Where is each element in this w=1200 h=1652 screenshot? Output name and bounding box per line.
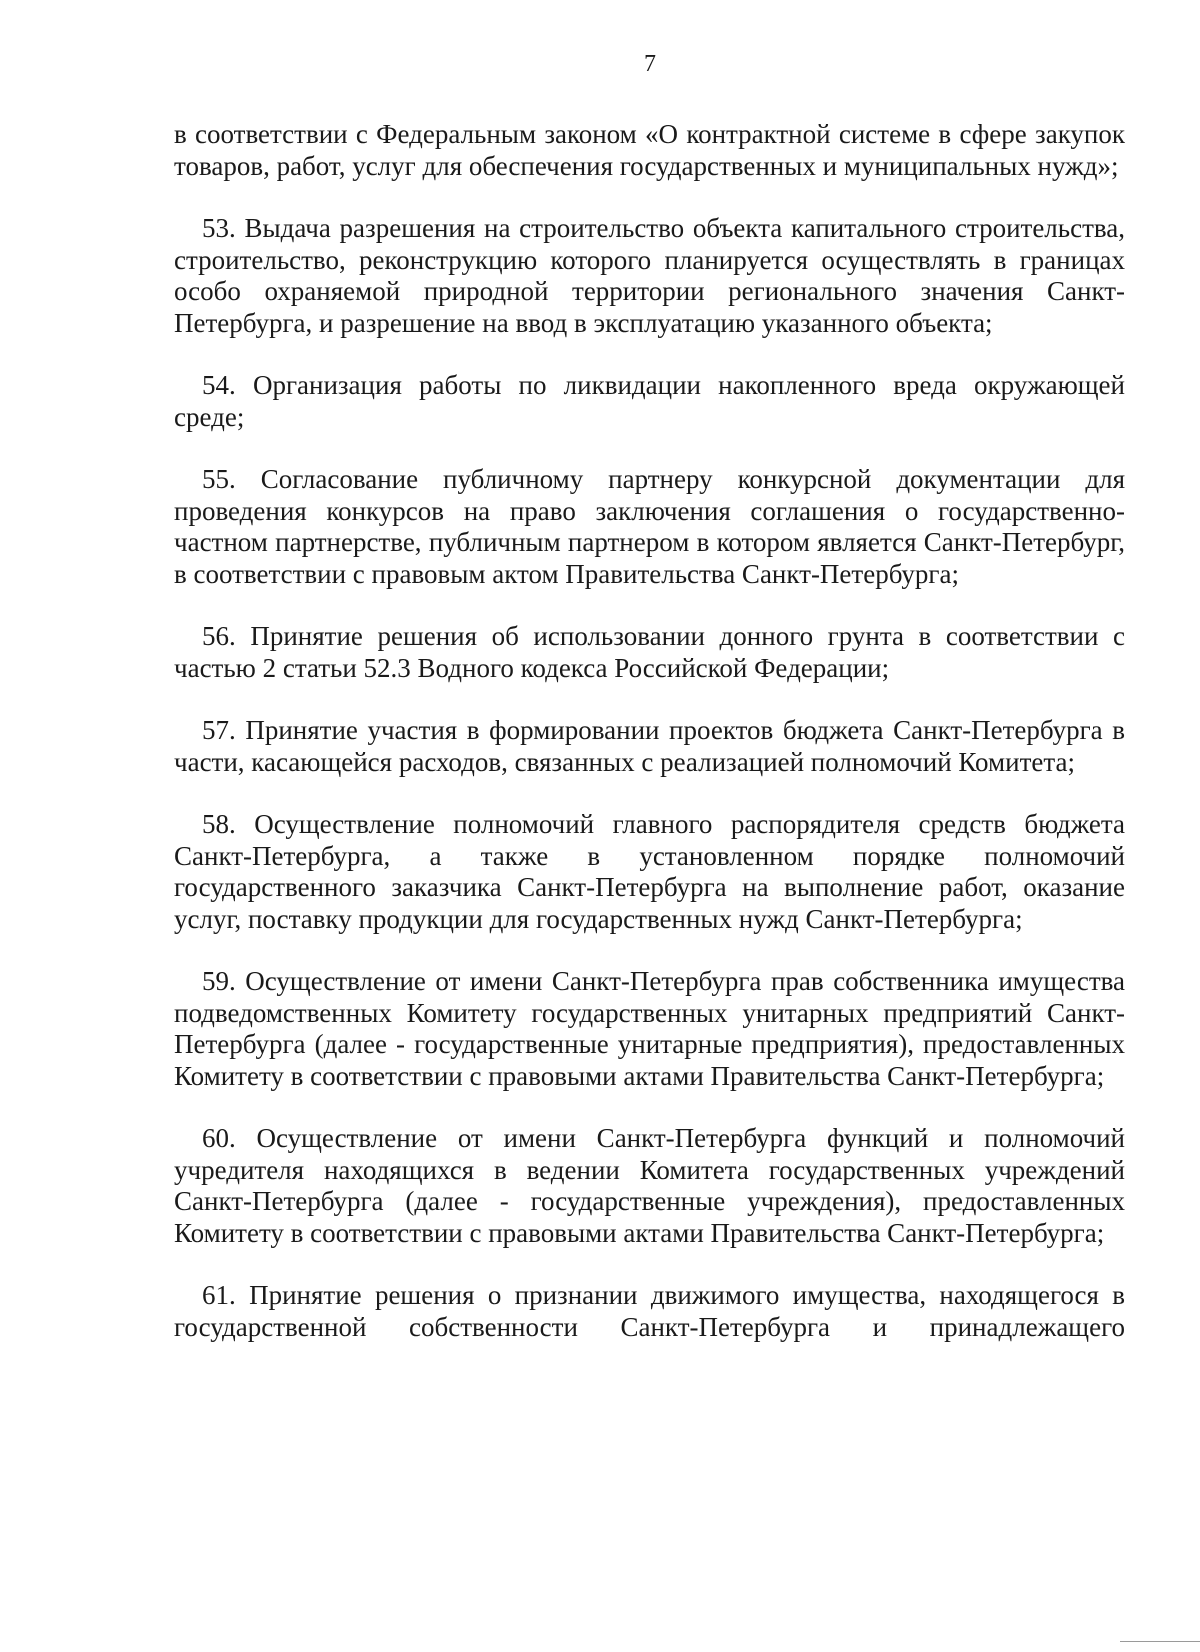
paragraph-53: 53. Выдача разрешения на строительство объекта капитального строительства, строительство, реконструкцию которого планируется осуществлять в границах особо охраняемой природной территории регионального значения Санкт-Петербурга, и разрешение на ввод в эксплуатацию указанного объекта;	[174, 213, 1125, 338]
paragraph-60: 60. Осуществление от имени Санкт-Петербурга функций и полномочий учредителя находящихся в ведении Комитета государственных учреждений Санкт-Петербурга (далее - государственные учреждения), предоставленных Комитету в соответствии с правовыми актами Правительства Санкт-Петербурга;	[174, 1123, 1125, 1248]
scan-edge-line	[1120, 1641, 1200, 1642]
paragraph-59: 59. Осуществление от имени Санкт-Петербурга прав собственника имущества подведомственных Комитету государственных унитарных предприятий Санкт-Петербурга (далее - государственные унитарные предприятия), предоставленных Комитету в соответствии с правовыми актами Правительства Санкт-Петербурга;	[174, 966, 1125, 1091]
paragraph-58: 58. Осуществление полномочий главного распорядителя средств бюджета Санкт-Петербурга, а также в установленном порядке полномочий государственного заказчика Санкт-Петербурга на выполнение работ, оказание услуг, поставку продукции для государственных нужд Санкт-Петербурга;	[174, 809, 1125, 934]
paragraph-54: 54. Организация работы по ликвидации накопленного вреда окружающей среде;	[174, 370, 1125, 432]
paragraph-56: 56. Принятие решения об использовании донного грунта в соответствии с частью 2 статьи 52.3 Водного кодекса Российской Федерации;	[174, 621, 1125, 683]
paragraph-61: 61. Принятие решения о признании движимого имущества, находящегося в государственной собственности Санкт-Петербурга и принадлежащего	[174, 1280, 1125, 1342]
paragraph-57: 57. Принятие участия в формировании проектов бюджета Санкт-Петербурга в части, касающейся расходов, связанных с реализацией полномочий Комитета;	[174, 715, 1125, 777]
paragraph-continuation: в соответствии с Федеральным законом «О контрактной системе в сфере закупок товаров, работ, услуг для обеспечения государственных и муниципальных нужд»;	[174, 119, 1125, 181]
document-body	[174, 119, 1125, 1343]
paragraph-55: 55. Согласование публичному партнеру конкурсной документации для проведения конкурсов на право заключения соглашения о государственно-частном партнерстве, публичным партнером в котором является Санкт-Петербург, в соответствии с правовым актом Правительства Санкт-Петербурга;	[174, 464, 1125, 589]
page-number: 7	[644, 51, 656, 77]
